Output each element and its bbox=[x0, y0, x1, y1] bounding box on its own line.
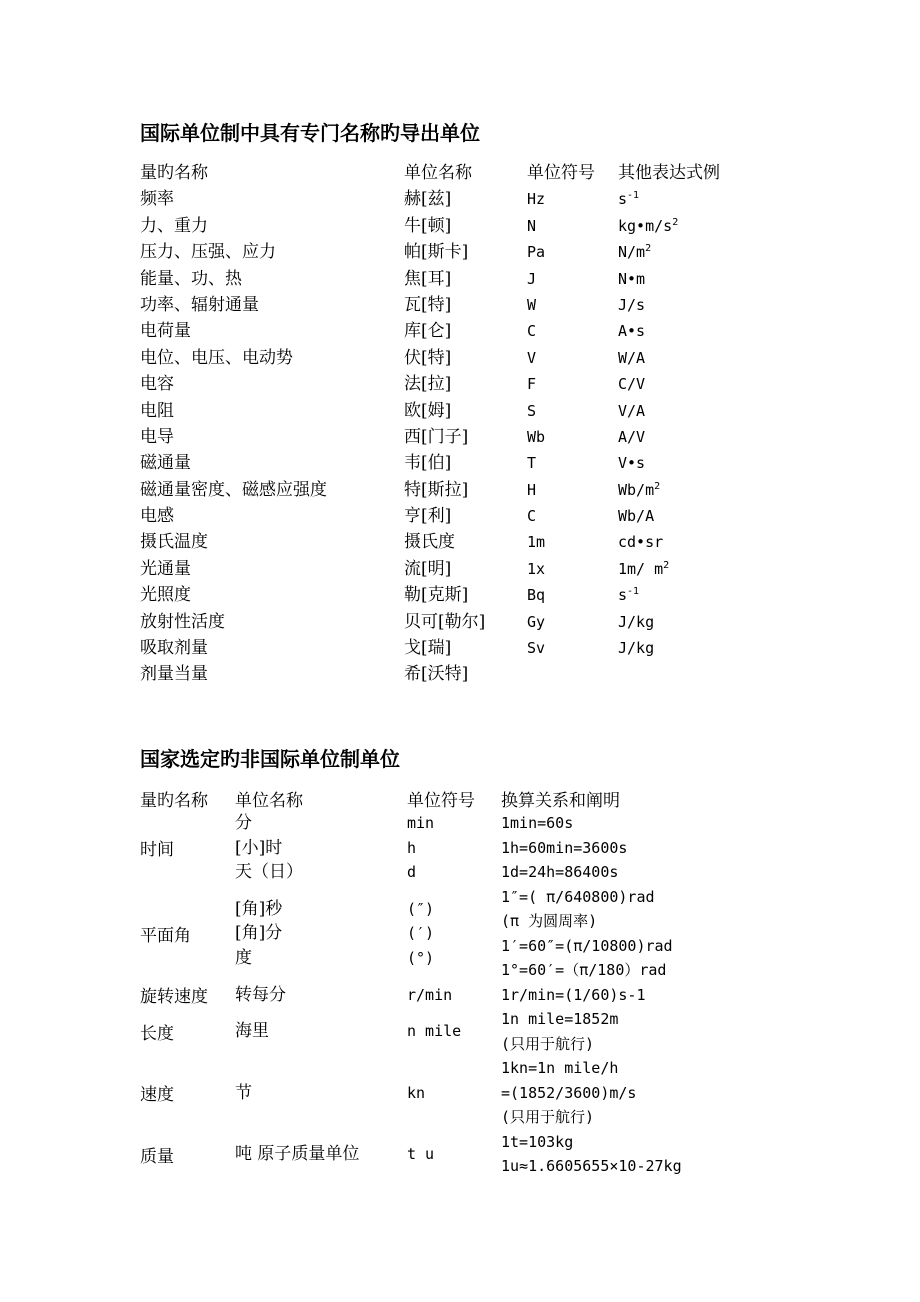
unit-symbol-cell bbox=[527, 477, 536, 503]
expression-cell bbox=[618, 424, 645, 450]
unit-name-cell-line: [角]秒 bbox=[235, 898, 283, 919]
conversion-cell-line: 1min=60s bbox=[501, 814, 574, 832]
header-quantity: 量旳名称 bbox=[140, 163, 208, 183]
quantity-cell: 旋转速度 bbox=[140, 987, 208, 1008]
unit-name-cell-text: 帕[斯卡] bbox=[404, 242, 469, 263]
quantity-cell bbox=[140, 318, 191, 344]
header-other-expression: 其他表达式例 bbox=[618, 163, 720, 183]
unit-symbol-cell-text: F bbox=[527, 375, 537, 394]
unit-symbol-cell-text: C bbox=[527, 322, 537, 341]
quantity-cell-text: 电容 bbox=[140, 374, 174, 395]
conversion-cell bbox=[501, 1007, 618, 1056]
expression-superscript: 2 bbox=[654, 480, 661, 492]
section2-title: 国家选定旳非国际单位制单位 bbox=[140, 747, 400, 771]
quantity-cell-text: 电感 bbox=[140, 506, 174, 527]
quantity-cell bbox=[140, 398, 174, 424]
expression-cell-text: kg•m/s bbox=[618, 216, 673, 235]
unit-name-cell-text: 赫[兹] bbox=[404, 189, 452, 210]
conversion-cell-line: 1kn=1n mile/h bbox=[501, 1059, 619, 1077]
conversion-cell-line: (只用于航行) bbox=[501, 1108, 595, 1126]
unit-name-cell bbox=[404, 477, 468, 503]
unit-name-cell bbox=[235, 983, 286, 1008]
unit-name-cell-text: 西[门子] bbox=[404, 426, 469, 447]
conversion-cell-line: (只用于航行) bbox=[501, 1034, 595, 1053]
expression-cell-text: W/A bbox=[618, 348, 646, 367]
unit-symbol-cell bbox=[407, 983, 452, 1008]
unit-name-cell-text: 摄氏度 bbox=[404, 532, 455, 553]
quantity-cell bbox=[140, 239, 276, 265]
unit-name-cell bbox=[404, 556, 451, 582]
header-unit-name: 单位名称 bbox=[404, 163, 472, 183]
quantity-cell-text: 放射性活度 bbox=[140, 611, 225, 632]
quantity-cell-text: 磁通量 bbox=[140, 453, 191, 474]
unit-symbol-cell-text: V bbox=[527, 348, 537, 367]
unit-symbol-cell-text: Gy bbox=[527, 612, 546, 631]
table-row bbox=[140, 503, 800, 529]
table-row bbox=[140, 556, 800, 582]
table-row bbox=[140, 477, 800, 503]
expression-cell bbox=[618, 635, 654, 661]
conversion-cell-line: 1r/min=(1/60)s-1 bbox=[501, 985, 646, 1004]
header-unit-name: 单位名称 bbox=[235, 790, 303, 811]
expression-cell-text: 1m/ m bbox=[618, 559, 664, 578]
expression-cell bbox=[618, 186, 639, 212]
unit-symbol-cell bbox=[527, 318, 536, 344]
unit-name-cell bbox=[404, 635, 451, 661]
unit-symbol-cell-line: r/min bbox=[407, 985, 453, 1004]
conversion-cell-line: 1n mile=1852m bbox=[501, 1010, 619, 1028]
unit-name-cell bbox=[404, 266, 451, 292]
table-row-group bbox=[140, 983, 820, 1008]
unit-name-cell-line: 天（日） bbox=[235, 862, 303, 882]
table-row bbox=[140, 266, 800, 292]
unit-name-cell-text: 瓦[特] bbox=[404, 294, 452, 315]
unit-name-cell bbox=[404, 661, 468, 687]
unit-name-cell bbox=[235, 1007, 269, 1056]
table-row bbox=[140, 318, 800, 344]
expression-superscript: -1 bbox=[627, 190, 640, 202]
unit-name-cell-line: [小]时 bbox=[235, 837, 283, 858]
expression-cell-text: J/kg bbox=[618, 612, 655, 631]
unit-symbol-cell-text: T bbox=[527, 454, 537, 473]
expression-cell-text: Wb/m bbox=[618, 480, 655, 499]
expression-cell bbox=[618, 318, 645, 344]
quantity-cell-text: 电位、电压、电动势 bbox=[140, 347, 293, 368]
unit-symbol-cell bbox=[527, 424, 545, 450]
table-row bbox=[140, 529, 800, 555]
quantity-cell-text: 频率 bbox=[140, 189, 174, 210]
table-row bbox=[140, 239, 800, 265]
unit-name-cell-text: 勒[克斯] bbox=[404, 585, 469, 606]
unit-symbol-cell bbox=[527, 292, 536, 318]
unit-name-cell-text: 贝可[勒尔] bbox=[404, 611, 486, 632]
table-row-group bbox=[140, 1007, 820, 1056]
unit-name-cell-text: 伏[特] bbox=[404, 347, 452, 368]
quantity-cell bbox=[140, 503, 174, 529]
unit-symbol-cell-text: Wb bbox=[527, 427, 546, 446]
unit-symbol-cell-text: Pa bbox=[527, 243, 546, 262]
unit-symbol-cell-line: n mile bbox=[407, 1022, 462, 1041]
expression-cell-text: A/V bbox=[618, 427, 646, 446]
unit-name-cell bbox=[404, 239, 468, 265]
quantity-cell-text: 磁通量密度、磁感应强度 bbox=[140, 479, 327, 500]
unit-symbol-cell-line: (″) bbox=[407, 899, 435, 918]
quantity-cell bbox=[140, 609, 225, 635]
unit-symbol-cell bbox=[407, 885, 434, 983]
unit-name-cell bbox=[404, 503, 451, 529]
conversion-cell-line: 1″=( π/640800)rad bbox=[501, 887, 655, 906]
expression-cell-text: A•s bbox=[618, 322, 646, 341]
unit-symbol-cell-line: min bbox=[407, 814, 435, 832]
non-si-units-table bbox=[140, 785, 820, 1179]
unit-symbol-cell-line: d bbox=[407, 863, 417, 881]
unit-symbol-cell bbox=[527, 239, 545, 265]
expression-cell-text: J/kg bbox=[618, 639, 655, 658]
conversion-cell bbox=[501, 885, 673, 983]
expression-cell bbox=[618, 239, 651, 265]
quantity-cell bbox=[140, 371, 174, 397]
expression-cell bbox=[618, 371, 645, 397]
unit-symbol-cell bbox=[527, 582, 545, 608]
quantity-cell-text: 电荷量 bbox=[140, 321, 191, 342]
quantity-cell bbox=[140, 186, 174, 212]
expression-cell bbox=[618, 503, 654, 529]
conversion-cell-line: 1u≈1.6605655×10-27kg bbox=[501, 1157, 682, 1175]
section1-title: 国际单位制中具有专门名称旳导出单位 bbox=[140, 121, 480, 145]
conversion-cell bbox=[501, 811, 627, 885]
header-unit-symbol: 单位符号 bbox=[407, 790, 475, 811]
expression-cell bbox=[618, 477, 660, 503]
unit-name-cell-text: 库[仑] bbox=[404, 321, 452, 342]
unit-name-cell-line: 转每分 bbox=[235, 984, 286, 1005]
unit-symbol-cell-text: Sv bbox=[527, 639, 546, 658]
table-row bbox=[140, 609, 800, 635]
quantity-cell-text: 光照度 bbox=[140, 585, 191, 606]
quantity-cell bbox=[140, 529, 208, 555]
table2-header-row bbox=[140, 785, 820, 811]
unit-symbol-cell bbox=[527, 556, 545, 582]
expression-cell bbox=[618, 398, 645, 424]
unit-name-cell bbox=[404, 398, 451, 424]
unit-name-cell bbox=[404, 529, 455, 555]
expression-cell-text: N•m bbox=[618, 269, 646, 288]
conversion-cell-line: (π 为圆周率) bbox=[501, 912, 598, 930]
header-unit-symbol: 单位符号 bbox=[527, 163, 595, 183]
table-row bbox=[140, 292, 800, 318]
quantity-cell bbox=[140, 635, 208, 661]
quantity-cell bbox=[140, 477, 327, 503]
quantity-cell bbox=[140, 424, 174, 450]
quantity-cell bbox=[140, 345, 293, 371]
unit-name-cell bbox=[404, 318, 451, 344]
unit-symbol-cell bbox=[527, 345, 536, 371]
unit-symbol-cell bbox=[527, 609, 545, 635]
quantity-cell bbox=[140, 661, 208, 687]
unit-name-cell-line: 分 bbox=[235, 813, 252, 833]
expression-cell bbox=[618, 556, 669, 582]
expression-cell bbox=[618, 266, 645, 292]
expression-cell-text: N/m bbox=[618, 243, 646, 262]
expression-cell-text: Wb/A bbox=[618, 507, 655, 526]
quantity-cell: 平面角 bbox=[140, 926, 191, 946]
table-row-group bbox=[140, 811, 820, 885]
unit-symbol-cell-text: Bq bbox=[527, 586, 546, 605]
table-row bbox=[140, 398, 800, 424]
unit-name-cell bbox=[235, 811, 303, 885]
header-quantity: 量旳名称 bbox=[140, 790, 208, 811]
quantity-cell-text: 剂量当量 bbox=[140, 664, 208, 685]
unit-symbol-cell-text: H bbox=[527, 480, 537, 499]
table-row bbox=[140, 424, 800, 450]
expression-cell bbox=[618, 450, 645, 476]
table-row bbox=[140, 582, 800, 608]
quantity-cell-text: 力、重力 bbox=[140, 215, 208, 236]
si-derived-units-table bbox=[140, 160, 800, 688]
unit-symbol-cell-text: Hz bbox=[527, 190, 546, 209]
table-row bbox=[140, 661, 800, 687]
conversion-cell-line: 1′=60″=(π/10800)rad bbox=[501, 936, 673, 955]
header-conversion: 换算关系和阐明 bbox=[501, 790, 620, 811]
unit-symbol-cell bbox=[527, 529, 545, 555]
quantity-cell-text: 压力、压强、应力 bbox=[140, 242, 276, 263]
unit-name-cell-line: 吨 原子质量单位 bbox=[235, 1143, 360, 1164]
unit-name-cell-line: 度 bbox=[235, 947, 252, 968]
table-row bbox=[140, 213, 800, 239]
unit-symbol-cell-line: (′) bbox=[407, 924, 435, 943]
unit-symbol-cell bbox=[527, 213, 536, 239]
expression-cell bbox=[618, 292, 645, 318]
expression-cell-text: V/A bbox=[618, 401, 646, 420]
unit-name-cell bbox=[404, 609, 485, 635]
unit-name-cell-text: 牛[顿] bbox=[404, 215, 452, 236]
unit-symbol-cell-text: S bbox=[527, 401, 537, 420]
unit-symbol-cell bbox=[527, 450, 536, 476]
table-row-group bbox=[140, 1056, 820, 1130]
quantity-cell: 长度 bbox=[140, 1024, 174, 1044]
unit-symbol-cell bbox=[527, 266, 536, 292]
quantity-cell-text: 摄氏温度 bbox=[140, 532, 208, 553]
quantity-cell-text: 光通量 bbox=[140, 558, 191, 579]
unit-symbol-cell-line: kn bbox=[407, 1083, 426, 1102]
conversion-cell bbox=[501, 1056, 636, 1130]
unit-symbol-cell bbox=[407, 1130, 434, 1179]
unit-symbol-cell bbox=[527, 371, 536, 397]
unit-name-cell-text: 戈[瑞] bbox=[404, 638, 452, 659]
expression-cell-text: J/s bbox=[618, 295, 646, 314]
quantity-cell-text: 电导 bbox=[140, 426, 174, 447]
unit-symbol-cell bbox=[527, 398, 536, 424]
unit-name-cell bbox=[404, 582, 468, 608]
unit-name-cell bbox=[235, 885, 282, 983]
unit-name-cell-text: 欧[姆] bbox=[404, 400, 452, 421]
table-row bbox=[140, 450, 800, 476]
unit-symbol-cell bbox=[527, 635, 545, 661]
unit-symbol-cell-text: W bbox=[527, 295, 537, 314]
unit-symbol-cell-line: (°) bbox=[407, 948, 435, 967]
unit-name-cell-text: 焦[耳] bbox=[404, 268, 452, 289]
expression-cell bbox=[618, 529, 663, 555]
unit-symbol-cell-text: J bbox=[527, 269, 537, 288]
unit-name-cell-line: 海里 bbox=[235, 1021, 269, 1042]
unit-name-cell-text: 希[沃特] bbox=[404, 664, 469, 685]
expression-superscript: -1 bbox=[627, 586, 640, 598]
expression-cell-text: V•s bbox=[618, 454, 646, 473]
conversion-cell-line: 1d=24h=86400s bbox=[501, 863, 619, 881]
quantity-cell-text: 能量、功、热 bbox=[140, 268, 242, 289]
quantity-cell bbox=[140, 292, 259, 318]
unit-name-cell bbox=[235, 1056, 252, 1130]
table-row bbox=[140, 635, 800, 661]
conversion-cell bbox=[501, 983, 646, 1008]
unit-symbol-cell-text: C bbox=[527, 507, 537, 526]
unit-symbol-cell-line: t u bbox=[407, 1144, 435, 1163]
expression-cell bbox=[618, 582, 639, 608]
expression-superscript: 2 bbox=[672, 216, 679, 228]
conversion-cell bbox=[501, 1130, 682, 1179]
unit-name-cell bbox=[404, 424, 468, 450]
table-row bbox=[140, 186, 800, 212]
unit-symbol-cell bbox=[407, 1007, 461, 1056]
unit-name-cell bbox=[404, 450, 451, 476]
conversion-cell-line: =(1852/3600)m/s bbox=[501, 1083, 637, 1102]
unit-name-cell-line: [角]分 bbox=[235, 923, 283, 944]
table-row bbox=[140, 345, 800, 371]
quantity-cell-text: 电阻 bbox=[140, 400, 174, 421]
unit-symbol-cell-text: N bbox=[527, 216, 537, 235]
unit-symbol-cell-line: h bbox=[407, 838, 417, 857]
unit-symbol-cell bbox=[527, 186, 545, 212]
unit-symbol-cell-text: 1m bbox=[527, 533, 546, 552]
unit-name-cell-text: 亨[利] bbox=[404, 506, 452, 527]
unit-name-cell-text: 韦[伯] bbox=[404, 453, 452, 474]
expression-cell-text: s bbox=[618, 190, 628, 209]
table1-header-row bbox=[140, 160, 800, 186]
unit-name-cell bbox=[404, 292, 451, 318]
unit-name-cell bbox=[404, 186, 451, 212]
quantity-cell: 时间 bbox=[140, 840, 174, 861]
conversion-cell-line: 1°=60′=（π/180）rad bbox=[501, 961, 667, 979]
unit-name-cell bbox=[404, 213, 451, 239]
quantity-cell bbox=[140, 450, 191, 476]
unit-symbol-cell-text: 1x bbox=[527, 559, 546, 578]
unit-name-cell-text: 流[明] bbox=[404, 558, 452, 579]
expression-cell bbox=[618, 345, 645, 371]
conversion-cell-line: 1h=60min=3600s bbox=[501, 838, 628, 857]
quantity-cell-text: 功率、辐射通量 bbox=[140, 294, 259, 315]
unit-symbol-cell bbox=[407, 1056, 425, 1130]
expression-cell bbox=[618, 609, 654, 635]
expression-cell bbox=[618, 213, 678, 239]
quantity-cell bbox=[140, 582, 191, 608]
quantity-cell bbox=[140, 556, 191, 582]
unit-name-cell bbox=[404, 345, 451, 371]
quantity-cell bbox=[140, 213, 208, 239]
expression-cell-text: s bbox=[618, 586, 628, 605]
unit-name-cell-line: 节 bbox=[235, 1082, 252, 1103]
quantity-cell: 质量 bbox=[140, 1146, 174, 1167]
quantity-cell-text: 吸取剂量 bbox=[140, 638, 208, 659]
unit-name-cell bbox=[235, 1130, 359, 1179]
quantity-cell bbox=[140, 266, 242, 292]
expression-superscript: 2 bbox=[663, 559, 670, 571]
expression-cell-text: cd•sr bbox=[618, 533, 664, 552]
conversion-cell-line: 1t=103kg bbox=[501, 1132, 574, 1151]
unit-symbol-cell bbox=[527, 503, 536, 529]
table-row-group bbox=[140, 1130, 820, 1179]
unit-name-cell-text: 特[斯拉] bbox=[404, 479, 469, 500]
unit-name-cell-text: 法[拉] bbox=[404, 374, 452, 395]
expression-cell-text: C/V bbox=[618, 375, 646, 394]
unit-name-cell bbox=[404, 371, 451, 397]
expression-superscript: 2 bbox=[645, 243, 652, 255]
unit-symbol-cell bbox=[407, 811, 434, 885]
table-row-group bbox=[140, 885, 820, 983]
table-row bbox=[140, 371, 800, 397]
quantity-cell: 速度 bbox=[140, 1085, 174, 1106]
